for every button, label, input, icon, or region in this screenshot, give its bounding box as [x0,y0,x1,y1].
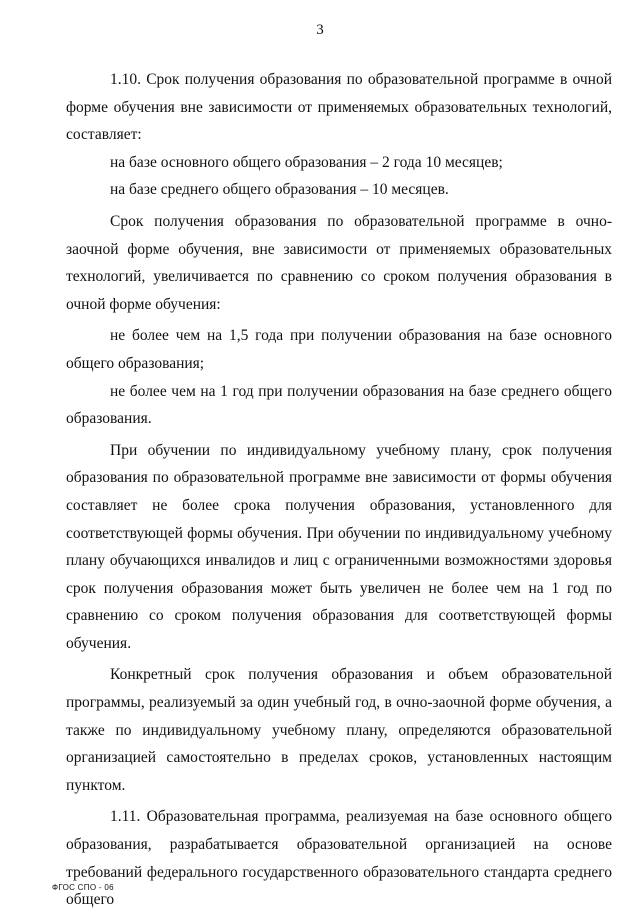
footer-code: ФГОС СПО - 06 [52,883,114,892]
paragraph-part-time-term: Срок получения образования по образовательной программе в очно-заочной форме обучения, вне зависимости от применяемых образовательных технологий, увеличивается по сравнению со сроком получения образования в очной форме обучения: [66,212,612,313]
page-number: 3 [316,22,324,38]
paragraph-specific-term: Конкретный срок получения образования и объем образовательной программы, реализуемый за один учебный год, в очно-заочной форме обучения, а также по индивидуальному учебному плану, определяются образовательной организацией самостоятельно в пределах сроков, установленных настоящим пунктом. [66,666,612,794]
paragraph-part-time-secondary: не более чем на 1 год при получении образования на базе среднего общего образования. [66,382,612,428]
paragraph-individual-plan: При обучении по индивидуальному учебному плану, срок получения образования по образовательной программе вне зависимости от формы обучения составляет не более срока получения образования, установленного для соответствующей формы обучения. При обучении по индивидуальному учебному плану обучающихся инвалидов и лиц с ограниченными возможностями здоровья срок получения образования может быть увеличен не более чем на 1 год по сравнению со сроком получения образования для соответствующей формы обучения. [66,441,612,652]
document-body [66,66,612,914]
paragraph-secondary-education-term: на базе среднего общего образования – 10 месяцев. [110,181,449,199]
paragraph-part-time-basic: не более чем на 1,5 года при получении образования на базе основного общего образования; [66,327,612,372]
paragraph-1-10: 1.10. Срок получения образования по образовательной программе в очной форме обучения вне зависимости от применяемых образовательных технологий, составляет: [66,71,612,144]
paragraph-basic-education-term: на базе основного общего образования – 2 года 10 месяцев; [110,153,503,171]
paragraph-1-11: 1.11. Образовательная программа, реализуемая на базе основного общего образования, разрабатывается образовательной организацией на основе требований федерального государственного образовательного стандарта среднего общего [66,808,612,909]
